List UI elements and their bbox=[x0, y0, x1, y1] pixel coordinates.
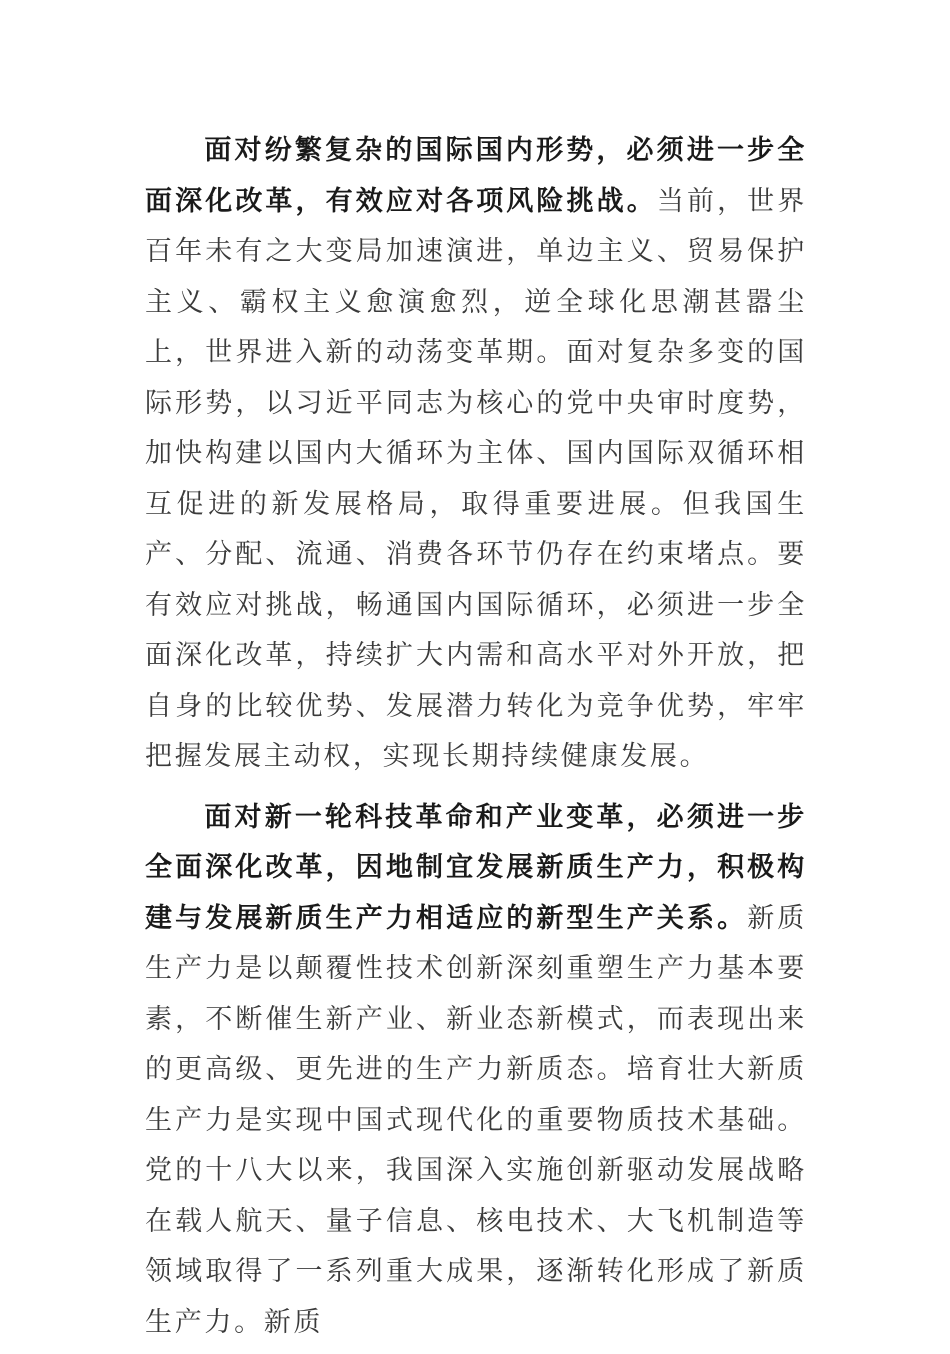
paragraph-1-lead: 面对纷繁复杂的国际国内形势，必须进一步全面深化改革，有效应对各项风险挑战。 bbox=[145, 135, 807, 217]
paragraph-2-lead: 面对新一轮科技革命和产业变革，必须进一步全面深化改革，因地制宜发展新质生产力，积极构建与发展新质生产力相适应的新型生产关系。 bbox=[145, 801, 807, 934]
paragraph-1-body: 当前，世界百年未有之大变局加速演进，单边主义、贸易保护主义、霸权主义愈演愈烈，逆全球化思潮甚嚣尘上，世界进入新的动荡变革期。面对复杂多变的国际形势，以习近平同志为核心的党中央审时度势，加快构建以国内大循环为主体、国内国际双循环相互促进的新发展格局，取得重要进展。但我国生产、分配、流通、消费各环节仍存在约束堵点。要有效应对挑战，畅通国内国际循环，必须进一步全面深化改革，持续扩大内需和高水平对外开放，把自身的比较优势、发展潜力转化为竞争优势，牢牢把握发展主动权，实现长期持续健康发展。 bbox=[145, 185, 807, 772]
paragraph-2-body: 新质生产力是以颠覆性技术创新深刻重塑生产力基本要素，不断催生新产业、新业态新模式，而表现出来的更高级、更先进的生产力新质态。培育壮大新质生产力是实现中国式现代化的重要物质技术基础。党的十八大以来，我国深入实施创新驱动发展战略在载人航天、量子信息、核电技术、大飞机制造等领域取得了一系列重大成果，逐渐转化形成了新质生产力。新质 bbox=[145, 902, 807, 1338]
paragraph-1 bbox=[145, 126, 807, 783]
document-body bbox=[145, 126, 807, 1354]
paragraph-2 bbox=[145, 793, 807, 1349]
